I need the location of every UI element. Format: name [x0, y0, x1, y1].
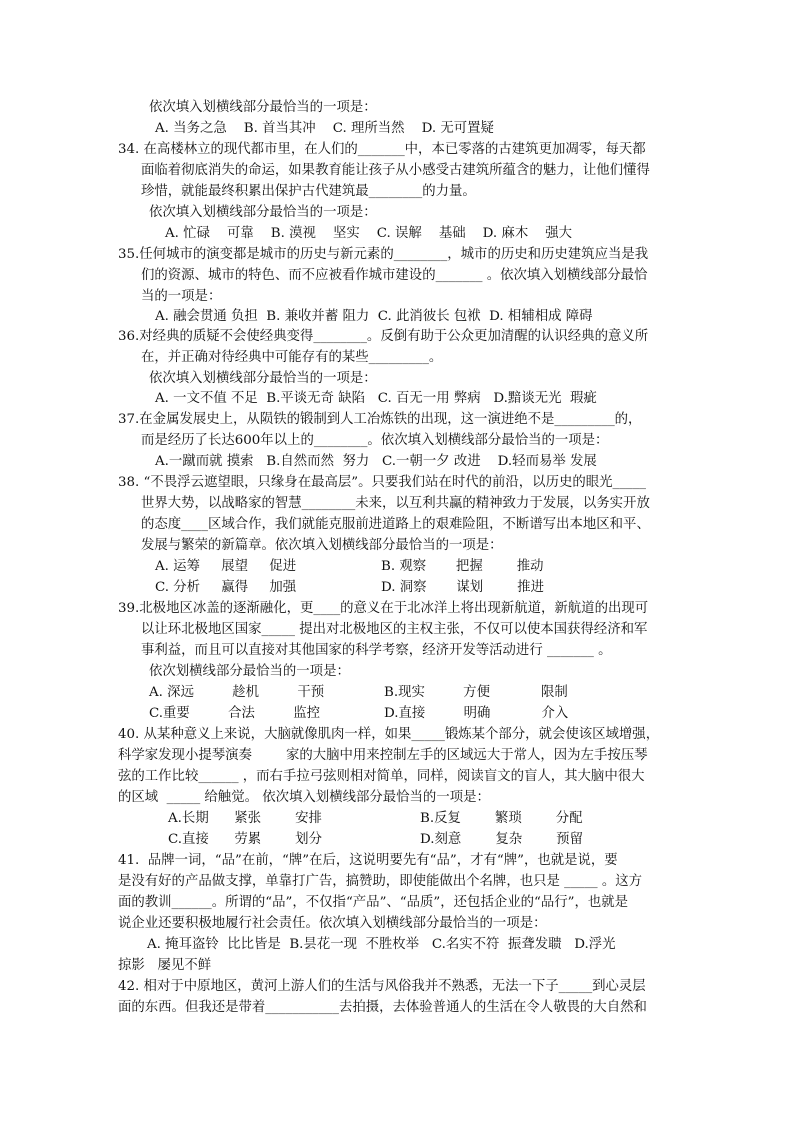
- text-line: 说企业还要积极地履行社会责任。依次填入划横线部分最恰当的一项是：: [118, 916, 547, 931]
- text-line: 面的教训______。所谓的“品”，不仅指“产品”、“品质”，还包括企业的“品行”，也就是: [118, 895, 629, 910]
- text-line: A. 当务之急 B. 首当其冲 C. 理所当然 D. 无可置疑: [155, 121, 494, 136]
- text-line: 41. 品牌一词，“品”在前，“牌”在后，这说明要先有“品”，才有“牌”，也就是说，要: [118, 853, 618, 868]
- text-line: 们的资源、城市的特色、而不应被看作城市建设的_______ 。依次填入划横线部分最恰: [141, 268, 648, 283]
- text-line: D.直接 明确 介入: [384, 706, 569, 721]
- text-line: A. 一文不值 不足 B.平谈无奇 缺陷 C. 百无一用 弊病 D.黯谈无光 瑕疵: [155, 391, 597, 406]
- text-line: 事利益，而且可以直接对其他国家的科学考察，经济开发等活动进行 _______ 。: [141, 643, 612, 658]
- text-line: A. 掩耳盗铃 比比皆是 B.昙花一现 不胜枚举 C.名实不符 振聋发聩 D.浮光: [147, 937, 616, 952]
- text-line: A. 忙碌 可靠 B. 漠视 坚实 C. 误解 基础 D. 麻木 强大: [165, 226, 573, 241]
- text-line: B.反复 繁琐 分配: [420, 811, 583, 826]
- text-line: 依次划横线部分最恰当的一项是：: [149, 664, 350, 679]
- text-line: 依次填入划横线部分最恰当的一项是：: [149, 100, 377, 115]
- text-line: C. 分析 赢得 加强: [155, 580, 297, 595]
- text-line: A.长期 紧张 安排: [168, 811, 322, 826]
- text-line: 依次填入划横线部分最恰当的一项是：: [149, 371, 377, 386]
- text-line: 40. 从某种意义上来说，大脑就像肌肉一样，如果_____锻炼某个部分，就会使该区域增强，: [118, 727, 660, 742]
- text-line: 的区域 _____ 给触觉。 依次填入划横线部分最恰当的一项是：: [118, 790, 490, 805]
- text-line: 世界大势，以战略家的智慧________未来，以互利共赢的精神致力于发展，以务实开放: [141, 496, 650, 511]
- text-line: A. 运筹 展望 促进: [155, 559, 297, 574]
- text-line: B.现实 方便 限制: [384, 685, 568, 700]
- text-line: 是没有好的产品做支撑，单靠打广告，搞赞助，即使能做出个名牌，也只是 _____ 。这方: [118, 874, 643, 889]
- text-line: 科学家发现小提琴演奏 家的大脑中用来控制左手的区域远大于常人，因为左手按压琴: [118, 748, 648, 763]
- text-line: 在，并正确对待经典中可能存有的某些_________。: [141, 350, 443, 365]
- text-line: 34. 在高楼林立的现代都市里，在人们的_______中，本已零落的古建筑更加凋零，每天都: [118, 142, 646, 157]
- text-line: 37.在金属发展史上，从陨铁的锻制到人工冶炼铁的出现，这一演进绝不是_________的，: [118, 412, 642, 427]
- text-line: 掠影 屡见不鲜: [118, 958, 212, 973]
- text-line: 39.北极地区冰盖的逐渐融化，更____的意义在于北冰洋上将出现新航道，新航道的出现可: [118, 601, 649, 616]
- text-line: D.刻意 复杂 预留: [420, 832, 583, 847]
- text-line: 38. “不畏浮云遮望眼，只缘身在最高层”。只要我们站在时代的前沿，以历史的眼光_____: [118, 475, 646, 490]
- text-line: 而是经历了长达600年以上的________。依次填入划横线部分最恰当的一项是：: [141, 433, 609, 448]
- text-line: C.直接 劳累 划分: [168, 832, 322, 847]
- text-line: A. 深远 趁机 干预: [149, 685, 325, 700]
- text-line: 36.对经典的质疑不会使经典变得________。反倒有助于公众更加清醒的认识经典的意义所: [118, 329, 649, 344]
- text-line: B. 观察 把握 推动: [381, 559, 544, 574]
- text-line: 依次填入划横线部分最恰当的一项是：: [149, 205, 377, 220]
- text-line: 发展与繁荣的新篇章。依次填入划横线部分最恰当的一项是：: [141, 538, 503, 553]
- text-line: 的态度____区域合作，我们就能克服前进道路上的艰难险阻，不断谱写出本地区和平、: [141, 517, 650, 532]
- text-line: A.一蹴而就 摸索 B.自然而然 努力 C.一朝一夕 改进 D.轻而易举 发展: [155, 454, 597, 469]
- text-line: 当的一项是：: [141, 289, 222, 304]
- text-line: A. 融会贯通 负担 B. 兼收并蓄 阻力 C. 此消彼长 包袱 D. 相辅相成 障碍: [155, 309, 593, 324]
- text-line: 面临着彻底消失的命运，如果教育能让孩子从小感受古建筑所蕴含的魅力，让他们懂得: [141, 163, 650, 178]
- text-line: C.重要 合法 监控: [149, 706, 320, 721]
- text-line: 面的东西。但我还是带着___________去拍摄，去体验普通人的生活在令人敬畏的大自然和: [118, 1000, 647, 1015]
- text-line: 珍惜，就能最终积累出保护古代建筑最________的力量。: [141, 184, 476, 199]
- text-line: 35.任何城市的演变都是城市的历史与新元素的________，城市的历史和历史建筑应当是我: [118, 247, 649, 262]
- text-line: 以让环北极地区国家_____ 提出对北极地区的主权主张，不仅可以使本国获得经济和军: [141, 622, 648, 637]
- text-line: 弦的工作比较______ ，而右手拉弓弦则相对简单，同样，阅读盲文的盲人，其大脑中很大: [118, 769, 645, 784]
- text-line: 42. 相对于中原地区，黄河上游人们的生活与风俗我并不熟悉，无法一下子_____到心灵层: [118, 979, 646, 994]
- text-line: D. 洞察 谋划 推进: [381, 580, 544, 595]
